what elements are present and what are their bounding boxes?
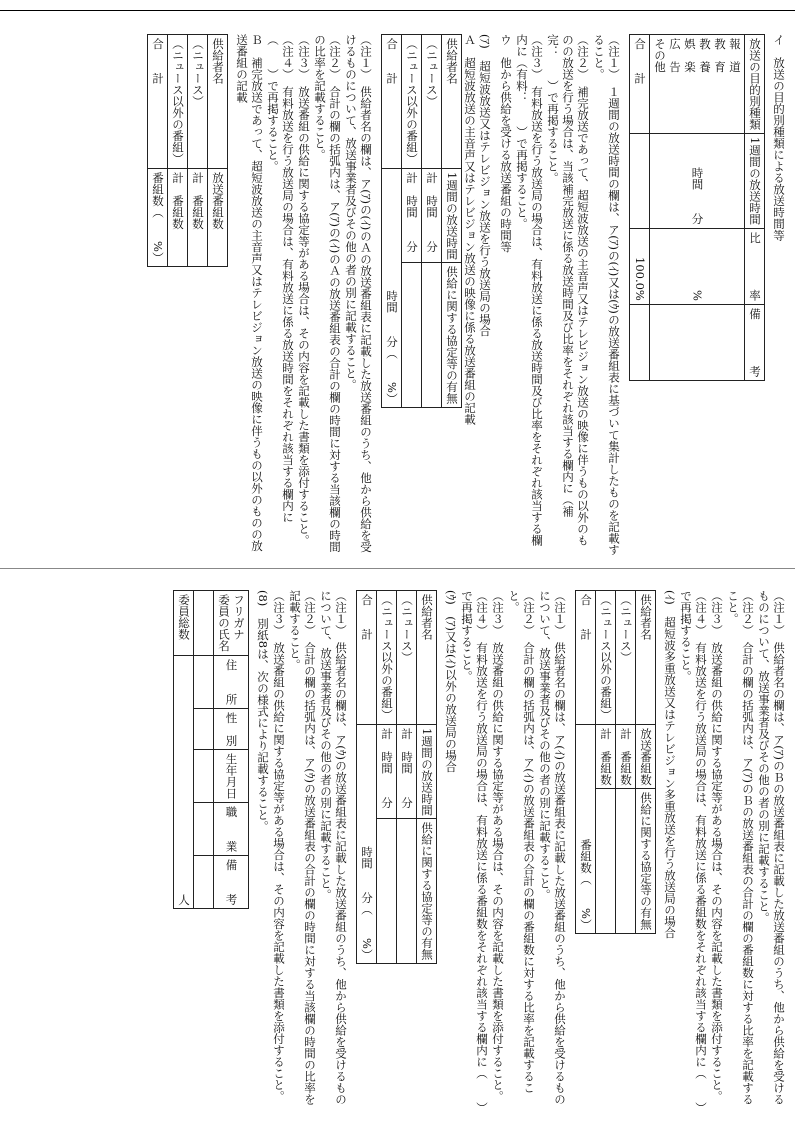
kei-label: 計 (405, 171, 419, 183)
purpose-type: 娯 楽 (683, 38, 697, 73)
item-8-heading: (8) 別紙8は、次の様式により記載すること。 (256, 590, 270, 833)
total-label: 合 計 (357, 591, 377, 725)
birthdate-header: 生年月日 (214, 750, 249, 803)
section-u-heading: ウ 他から供給を受ける放送番組の時間等 (499, 34, 513, 253)
section-i-heading: (ｲ) 超短波多重放送又はテレビジョン多重放送を行う放送局の場合 (663, 590, 677, 939)
address-header: 住 所 (214, 655, 249, 708)
purpose-header-remarks: 備 考 (745, 304, 765, 380)
total-label: 合 計 (382, 35, 402, 169)
purpose-header-time: 1週間の放送時間 (745, 134, 765, 229)
count-unit: 番組数 (171, 194, 185, 229)
time-unit: 時間 分 (405, 194, 419, 252)
note: （注３） 放送番組の供給に関する協定等がある場合は、その内容を記載した書類を添付すること。 (272, 590, 286, 1102)
note: （注２） 合計の欄の括弧内は、ア(ｲ)の放送番組表の合計の欄の番組数に対する比率を記載すること。 (507, 590, 536, 1094)
time-unit: 時間 分 (380, 750, 394, 808)
total-label: 合 計 (576, 591, 596, 725)
total-value: 番組数（ %） (148, 168, 168, 266)
purpose-type: 教 養 (698, 38, 712, 73)
time-header: 1週間の放送時間 (442, 168, 462, 263)
committee-table (173, 590, 249, 909)
non-news-time (402, 168, 422, 263)
agreement-header: 供給に関する協定等の有無 (636, 789, 656, 934)
sex-header: 性 別 (214, 708, 249, 750)
news-label: （ニュース） (616, 591, 636, 725)
purpose-type: その他 (653, 38, 667, 73)
non-news-agreement (402, 263, 422, 408)
purpose-header-ratio: 比 率 (745, 228, 765, 304)
non-news-label: （ニュース以外の番組） (596, 591, 616, 725)
time-unit: 時間 分 (425, 194, 439, 252)
kei-label: 計 (400, 727, 414, 739)
non-news-count (168, 168, 188, 266)
non-news-label: （ニュース以外の番組） (168, 35, 188, 169)
member-cell (194, 655, 214, 708)
total-label: 合 計 (148, 35, 168, 169)
occupation-header: 職 業 (214, 803, 249, 856)
total-value: 時間 分（ %） (382, 168, 402, 408)
committee-total-unit: 人 (174, 655, 194, 909)
section-heading: イ 放送の目的別種類による放送時間等 (772, 34, 786, 241)
news-agreement (397, 819, 417, 964)
purpose-total-label: 合 計 (630, 35, 650, 134)
committee-total-label: 委員総数 (174, 591, 194, 656)
note: （注２） 合計の欄の括弧内は、ア(ｳ)の放送番組表の合計の欄の時間に対する当該欄の時間の比率を記載すること。 (288, 590, 317, 1105)
member-cell (194, 591, 214, 656)
count-header: 放送番組数 (208, 168, 228, 266)
furigana-label: フリガナ (232, 594, 246, 640)
other-station-table (356, 590, 437, 964)
total-value: 時間 分（ %） (357, 724, 377, 964)
purpose-header-type: 放送の目的別種類 (745, 35, 765, 134)
note: （注３） 放送番組の供給に関する協定等がある場合は、その内容を記載した書類を添付すること。 (710, 590, 724, 1102)
multiplex-table (575, 590, 656, 934)
supply-count-table (147, 34, 228, 267)
non-news-count (596, 724, 616, 789)
kei-label: 計 (380, 727, 394, 739)
note: （注１） 供給者名の欄は、ア(ｲ)の放送番組表に記載した放送番組のうち、他から供給を受けるものについて、放送事業者及びその他の者の別に記載すること。 (538, 590, 567, 1105)
news-label: （ニュース） (422, 35, 442, 169)
note: （注４） 有料放送を行う放送局の場合は、有料放送に係る番組数をそれぞれ該当する欄内に（ ）で再掲すること。 (460, 590, 489, 1108)
purpose-total-ratio: 100.0% (630, 228, 650, 304)
note: （注３） 放送番組の供給に関する協定等がある場合は、その内容を記載した書類を添付すること。 (297, 34, 311, 546)
supplier-header: 供給者名 (417, 591, 437, 725)
note: （注３） 放送番組の供給に関する協定等がある場合は、その内容を記載した書類を添付すること。 (491, 590, 505, 1102)
supplier-header: 供給者名 (442, 35, 462, 169)
note: （注４） 有料放送を行う放送局の場合は、有料放送に係る放送時間をそれぞれ該当する欄内に（ ）で再掲すること。 (266, 34, 295, 523)
member-cell (194, 750, 214, 803)
note: （注１） 供給者名の欄は、ア(ｱ)のＢの放送番組表に記載した放送番組のうち、他から供給を受けるものについて、放送事業者及びその他の者の別に記載すること。 (757, 590, 786, 1105)
member-cell (194, 856, 214, 909)
note: （注１） 供給者名の欄は、ア(ｳ)の放送番組表に記載した放送番組のうち、他から供給を受けるものについて、放送事業者及びその他の者の別に記載すること。 (319, 590, 348, 1105)
purpose-total-remarks (630, 304, 650, 380)
news-count (616, 724, 636, 789)
kei-label: 計 (191, 171, 205, 183)
news-count (188, 168, 208, 266)
remarks-header: 備 考 (214, 856, 249, 909)
purpose-ratio-unit: % (650, 228, 745, 304)
news-time (397, 724, 417, 819)
member-cell (194, 803, 214, 856)
note: （注２） 合計の欄の括弧内は、ア(ｱ)のＢの放送番組表の合計の欄の番組数に対する比率を記載すること。 (726, 590, 755, 1105)
count-unit: 番組数 (191, 194, 205, 229)
member-cell (194, 708, 214, 750)
news-label: （ニュース） (188, 35, 208, 169)
note: （注４） 有料放送を行う放送局の場合は、有料放送に係る番組数をそれぞれ該当する欄内に（ ）で再掲すること。 (679, 590, 708, 1108)
purpose-total-time (630, 134, 650, 229)
purpose-table (629, 34, 765, 381)
non-news-agreement (377, 819, 397, 964)
page-divider (0, 568, 795, 569)
kei-label: 計 (599, 727, 613, 739)
news-label: （ニュース） (397, 591, 417, 725)
agreement-header: 供給に関する協定等の有無 (417, 819, 437, 964)
note: （注２） 補完放送であって、超短波放送の主音声又はテレビジョン放送の映像に伴うもの以外のものの放送を行う場合は、当該補完放送に係る放送時間及び比率をそれぞれ該当する欄内に（補完： ）で再掲すること。 (546, 34, 590, 546)
kei-label: 計 (171, 171, 185, 183)
purpose-type: 教 育 (713, 38, 727, 73)
supplier-header: 供給者名 (636, 591, 656, 725)
non-news-label: （ニュース以外の番組） (402, 35, 422, 169)
member-name-label: 委員の氏名 (217, 594, 231, 652)
furigana-name-header (214, 591, 249, 656)
count-header: 放送番組数 (636, 724, 656, 789)
top-half (16, 34, 786, 556)
note: （注２） 合計の欄の括弧内は、ア(ｱ)の(ｲ)のＡの放送番組表の合計の欄の時間に対する当該欄の時間の比率を記載すること。 (313, 34, 342, 553)
purpose-type: 広 告 (668, 38, 682, 73)
section-uB-heading: Ｂ 補完放送であって、超短波放送の主音声又はテレビジョン放送の映像に伴うもの以外のものの放送番組の記載 (235, 34, 264, 552)
section-u-heading: (ｳ) (ｱ)又は(ｲ)以外の放送局の場合 (444, 590, 458, 773)
purpose-types-cell (650, 35, 745, 134)
kei-label: 計 (425, 171, 439, 183)
section-uA-heading: Ａ 超短波放送の主音声又はテレビジョン放送の映像に係る放送番組の記載 (463, 34, 477, 425)
count-unit: 番組数 (599, 750, 613, 785)
count-unit: 番組数 (619, 750, 633, 785)
purpose-type: 報 道 (728, 38, 742, 73)
purpose-time-unit: 時間 分 (650, 134, 745, 229)
total-value: 番組数（ %） (576, 724, 596, 934)
supply-time-table (381, 34, 462, 408)
supplier-header: 供給者名 (208, 35, 228, 169)
kei-label: 計 (619, 727, 633, 739)
note: （注３） 有料放送を行う放送局の場合は、有料放送に係る放送時間及び比率をそれぞれ該当する欄内に（有料： ）で再掲すること。 (515, 34, 544, 546)
agreement-header: 供給に関する協定等の有無 (442, 263, 462, 408)
note: （注１） １週間の放送時間の欄は、ア(ｱ)の(ｲ)又は(ｳ)の放送番組表に基づいて集計したものを記載すること。 (592, 34, 621, 556)
top-rule (0, 10, 795, 11)
section-u1-heading: (ｱ) 超短波放送又はテレビジョン放送を行う放送局の場合 (478, 34, 492, 337)
non-news-agreement (596, 789, 616, 934)
news-agreement (422, 263, 442, 408)
bottom-half (16, 590, 786, 1110)
non-news-label: （ニュース以外の番組） (377, 591, 397, 725)
news-time (422, 168, 442, 263)
note: （注１） 供給者名の欄は、ア(ｱ)の(ｲ)のＡの放送番組表に記載した放送番組のうち、他から供給を受けるものについて、放送事業者及びその他の者の別に記載すること。 (344, 34, 373, 553)
time-unit: 時間 分 (400, 750, 414, 808)
news-agreement (616, 789, 636, 934)
non-news-time (377, 724, 397, 819)
purpose-remarks-cell (650, 304, 745, 380)
time-header: 1週間の放送時間 (417, 724, 437, 819)
